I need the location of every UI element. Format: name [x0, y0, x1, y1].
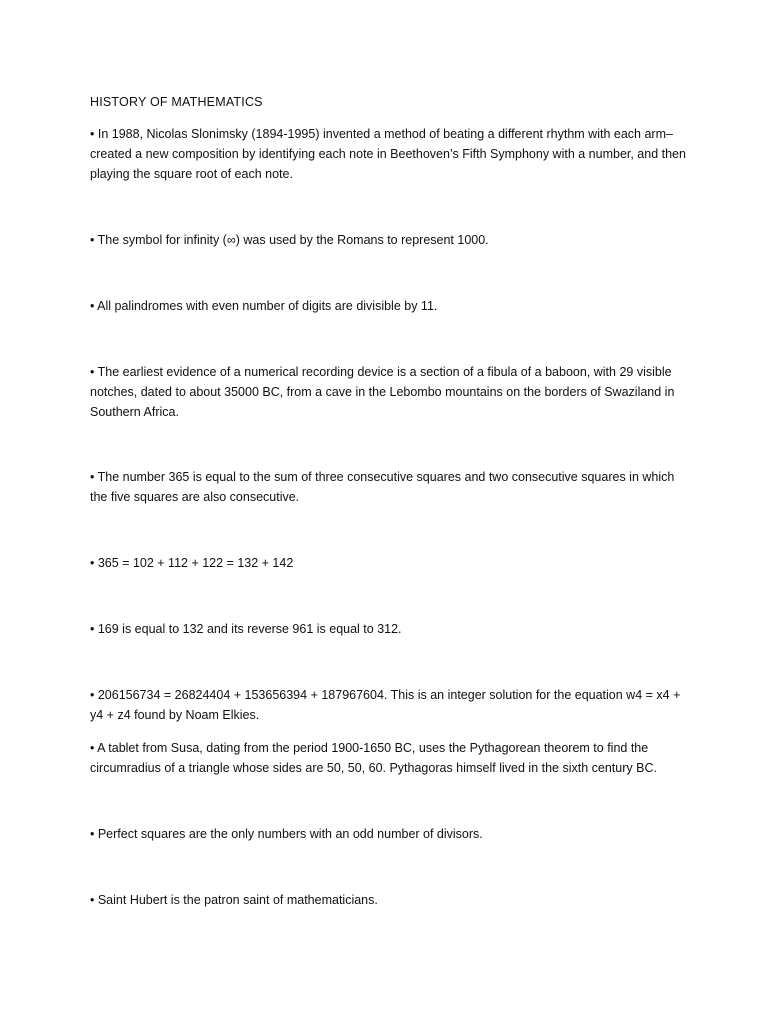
fact-paragraph: • 169 is equal to 132 and its reverse 961 is equal to 312. [90, 622, 402, 636]
fact-paragraph: • Saint Hubert is the patron saint of mathematicians. [90, 893, 378, 907]
fact-paragraph: • In 1988, Nicolas Slonimsky (1894-1995) invented a method of beating a different rhythm with each arm–created a new composition by identifying each note in Beethoven’s Fifth Symphony with a number, and then playing the square root of each note. [90, 127, 686, 181]
fact-paragraph: • All palindromes with even number of digits are divisible by 11. [90, 299, 438, 313]
fact-paragraph: • 206156734 = 26824404 + 153656394 + 187967604. This is an integer solution for the equation w4 = x4 + y4 + z4 found by Noam Elkies. [90, 688, 681, 722]
fact-paragraph: • Perfect squares are the only numbers with an odd number of divisors. [90, 827, 483, 841]
fact-paragraph: • The number 365 is equal to the sum of three consecutive squares and two consecutive squares in which the five squares are also consecutive. [90, 470, 675, 504]
fact-paragraph: • A tablet from Susa, dating from the period 1900-1650 BC, uses the Pythagorean theorem to find the circumradius of a triangle whose sides are 50, 50, 60. Pythagoras himself lived in the sixth century BC. [90, 741, 657, 775]
fact-paragraph: • The symbol for infinity (∞) was used by the Romans to represent 1000. [90, 233, 489, 247]
fact-paragraph: • 365 = 102 + 112 + 122 = 132 + 142 [90, 556, 294, 570]
fact-paragraph: • The earliest evidence of a numerical recording device is a section of a fibula of a baboon, with 29 visible notches, dated to about 35000 BC, from a cave in the Lebombo mountains on the borders of Swaziland in Southern Africa. [90, 365, 675, 419]
page-title: HISTORY OF MATHEMATICS [90, 95, 263, 109]
